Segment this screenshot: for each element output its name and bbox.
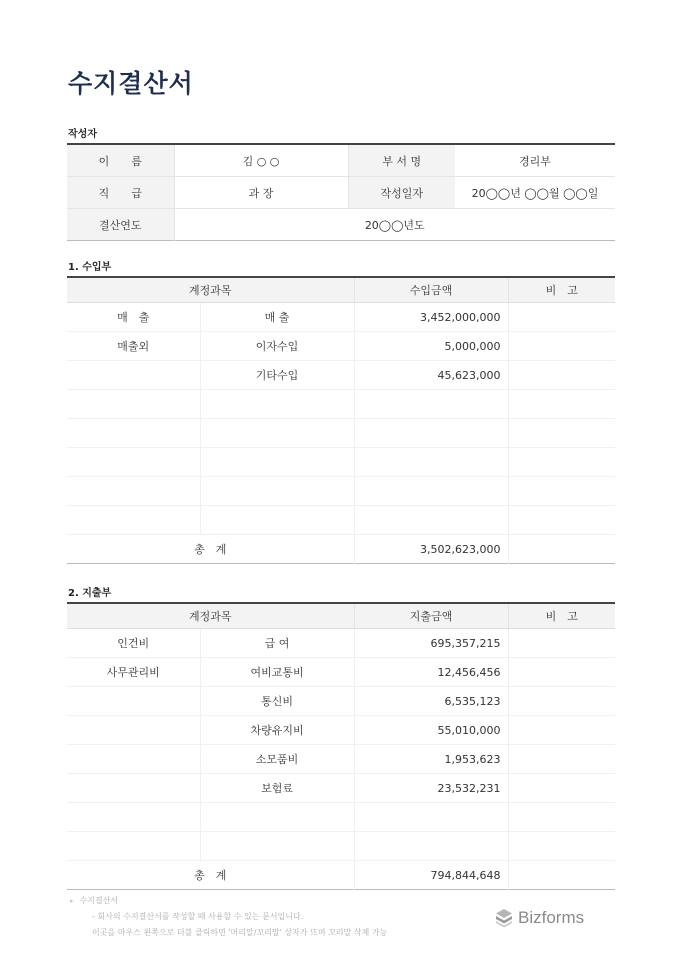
expense-category-cell: [67, 716, 200, 745]
expense-note-cell: [508, 774, 615, 803]
author-section-label: 작성자: [68, 129, 97, 140]
expense-row: [67, 774, 615, 803]
expense-note-cell: [508, 745, 615, 774]
income-section-label: 1. 수입부: [68, 262, 112, 273]
expense-item-cell: 차량유지비: [200, 716, 354, 745]
expense-amount-cell: [354, 803, 508, 832]
income-category-cell: [67, 390, 200, 419]
income-category-cell: [67, 448, 200, 477]
income-category-cell: [67, 361, 200, 390]
expense-amount-cell: 55,010,000: [354, 716, 508, 745]
expense-item-cell: 여비교통비: [200, 658, 354, 687]
expense-category-cell: [67, 803, 200, 832]
name-value: 김 ○ ○: [174, 144, 348, 177]
income-table: [67, 276, 615, 564]
income-amount-cell: 5,000,000: [354, 332, 508, 361]
expense-item-cell: [200, 832, 354, 861]
expense-amount-cell: 6,535,123: [354, 687, 508, 716]
expense-total-label: 총 계: [67, 861, 354, 890]
income-total-amount: 3,502,623,000: [354, 535, 508, 564]
triangle-bullet-icon: ▸: [70, 897, 74, 905]
expense-account-header: 계정과목: [67, 603, 354, 629]
expense-note-cell: [508, 658, 615, 687]
footer-instruction: 이곳을 마우스 왼쪽으로 더블 클릭하면 '머리말/꼬리말' 상자가 뜨며 꼬리말 삭제 가능: [92, 928, 388, 937]
income-note-cell: [508, 361, 615, 390]
department-label: 부 서 명: [348, 144, 455, 177]
income-amount-header: 수입금액: [354, 277, 508, 303]
expense-item-cell: 통신비: [200, 687, 354, 716]
expense-row: [67, 716, 615, 745]
income-category-cell: 매출외: [67, 332, 200, 361]
expense-row: [67, 629, 615, 658]
income-amount-cell: 3,452,000,000: [354, 303, 508, 332]
income-row: [67, 361, 615, 390]
income-item-cell: [200, 419, 354, 448]
expense-section-label: 2. 지출부: [68, 588, 112, 599]
expense-category-cell: [67, 687, 200, 716]
income-row: [67, 332, 615, 361]
expense-amount-cell: 695,357,215: [354, 629, 508, 658]
position-label: 직 급: [67, 177, 174, 209]
income-total-note: [508, 535, 615, 564]
income-note-cell: [508, 419, 615, 448]
footer-note: [70, 893, 387, 941]
bizforms-logo-icon: [494, 908, 514, 928]
expense-table: [67, 602, 615, 890]
income-header-row: [67, 277, 615, 303]
position-value: 과 장: [174, 177, 348, 209]
expense-note-cell: [508, 716, 615, 745]
expense-note-header: 비 고: [508, 603, 615, 629]
expense-item-cell: 보험료: [200, 774, 354, 803]
income-row: [67, 419, 615, 448]
name-label: 이 름: [67, 144, 174, 177]
income-amount-cell: [354, 477, 508, 506]
expense-total-amount: 794,844,648: [354, 861, 508, 890]
income-note-cell: [508, 506, 615, 535]
expense-category-cell: 인건비: [67, 629, 200, 658]
expense-header-row: [67, 603, 615, 629]
income-item-cell: [200, 477, 354, 506]
expense-amount-cell: 12,456,456: [354, 658, 508, 687]
income-amount-cell: [354, 419, 508, 448]
department-value: 경리부: [455, 144, 615, 177]
income-note-cell: [508, 303, 615, 332]
income-row: [67, 448, 615, 477]
income-item-cell: [200, 506, 354, 535]
income-note-header: 비 고: [508, 277, 615, 303]
author-row: [67, 209, 615, 241]
income-row: [67, 506, 615, 535]
income-total-row: [67, 535, 615, 564]
income-amount-cell: 45,623,000: [354, 361, 508, 390]
income-total-label: 총 계: [67, 535, 354, 564]
expense-note-cell: [508, 832, 615, 861]
date-label: 작성일자: [348, 177, 455, 209]
expense-category-cell: [67, 745, 200, 774]
expense-total-row: [67, 861, 615, 890]
income-item-cell: 기타수입: [200, 361, 354, 390]
expense-amount-cell: 23,532,231: [354, 774, 508, 803]
expense-category-cell: [67, 774, 200, 803]
income-note-cell: [508, 390, 615, 419]
expense-note-cell: [508, 803, 615, 832]
income-row: [67, 390, 615, 419]
income-note-cell: [508, 477, 615, 506]
author-row: [67, 144, 615, 177]
income-category-cell: [67, 477, 200, 506]
expense-item-cell: [200, 803, 354, 832]
income-item-cell: [200, 390, 354, 419]
income-amount-cell: [354, 448, 508, 477]
income-note-cell: [508, 448, 615, 477]
income-row: [67, 477, 615, 506]
bizforms-logo-text: Bizforms: [518, 908, 585, 927]
income-item-cell: [200, 448, 354, 477]
expense-amount-cell: [354, 832, 508, 861]
fiscal-year-value: 20◯◯년도: [174, 209, 615, 241]
document-title: 수지결산서: [68, 69, 194, 98]
income-amount-cell: [354, 506, 508, 535]
income-item-cell: 매 출: [200, 303, 354, 332]
expense-total-note: [508, 861, 615, 890]
income-row: [67, 303, 615, 332]
expense-category-cell: 사무관리비: [67, 658, 200, 687]
expense-item-cell: 소모품비: [200, 745, 354, 774]
income-category-cell: 매 출: [67, 303, 200, 332]
author-row: [67, 177, 615, 209]
expense-amount-header: 지출금액: [354, 603, 508, 629]
expense-row: [67, 687, 615, 716]
expense-row: [67, 658, 615, 687]
expense-item-cell: 급 여: [200, 629, 354, 658]
expense-row: [67, 745, 615, 774]
expense-note-cell: [508, 629, 615, 658]
footer-title: 수지결산서: [79, 896, 119, 905]
bizforms-logo: [494, 908, 584, 928]
income-category-cell: [67, 419, 200, 448]
expense-note-cell: [508, 687, 615, 716]
income-amount-cell: [354, 390, 508, 419]
income-category-cell: [67, 506, 200, 535]
expense-row: [67, 803, 615, 832]
income-item-cell: 이자수입: [200, 332, 354, 361]
date-value: 20◯◯년 ◯◯월 ◯◯일: [455, 177, 615, 209]
expense-row: [67, 832, 615, 861]
author-table: [67, 143, 615, 241]
income-note-cell: [508, 332, 615, 361]
fiscal-year-label: 결산연도: [67, 209, 174, 241]
income-account-header: 계정과목: [67, 277, 354, 303]
expense-amount-cell: 1,953,623: [354, 745, 508, 774]
expense-category-cell: [67, 832, 200, 861]
footer-description: - 회사의 수지결산서를 작성할 때 사용할 수 있는 문서입니다.: [92, 912, 304, 921]
